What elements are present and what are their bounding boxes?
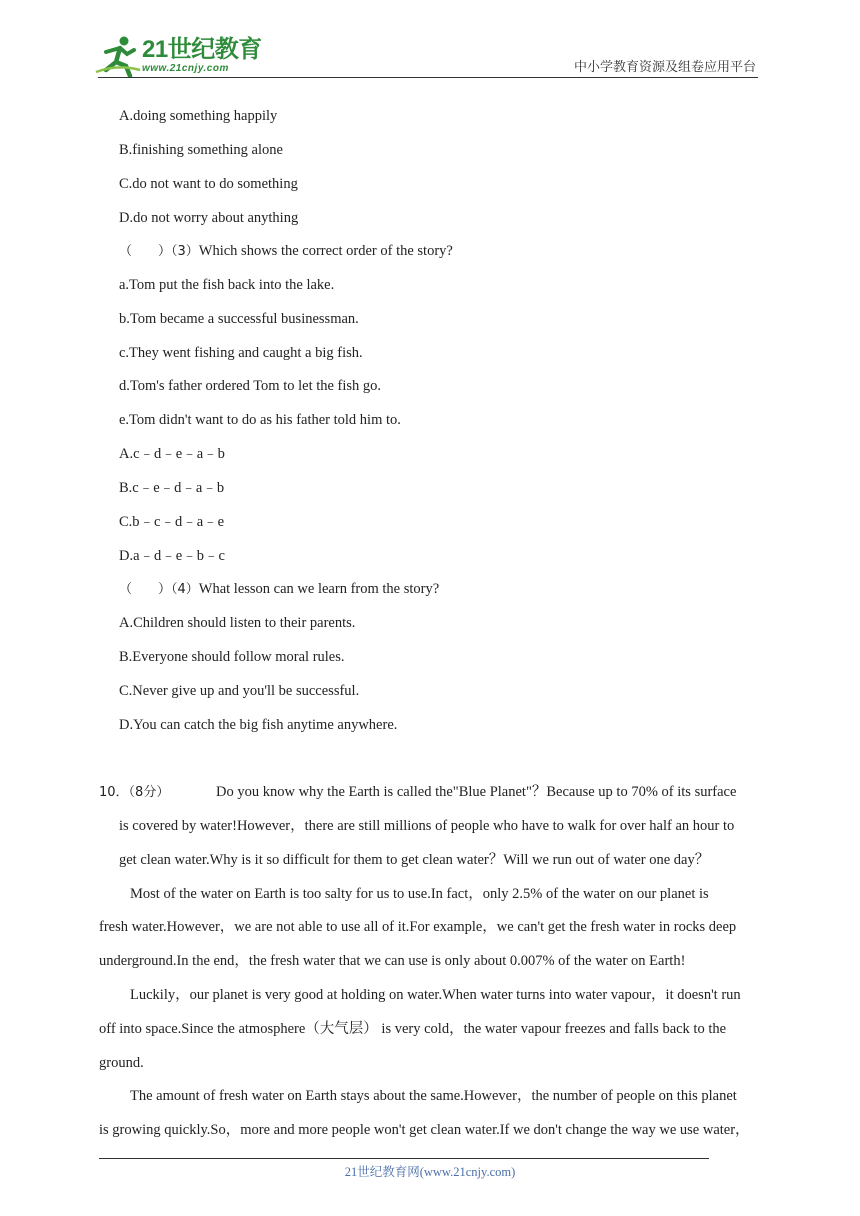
q3-text: Which shows the correct order of the story?: [198, 243, 453, 259]
q4-option-d: D.You can catch the big fish anytime anywhere.: [119, 717, 398, 733]
q3-event-b: b.Tom became a successful businessman.: [119, 311, 359, 327]
para4-line-1: The amount of fresh water on Earth stays about the same.However，the number of people on this planet: [130, 1088, 737, 1104]
q4-question: [119, 580, 439, 599]
q2-option-d: D.do not worry about anything: [119, 210, 299, 226]
page-footer: 21世纪教育网(www.21cnjy.com): [344, 1165, 516, 1179]
q3-event-d: d.Tom's father ordered Tom to let the fish go.: [119, 378, 382, 394]
para2-line-3: underground.In the end，the fresh water that we can use is only about 0.007% of the water on Earth!: [99, 953, 686, 969]
q3-option-d: D.a﹣d﹣e﹣b﹣c: [119, 548, 225, 564]
q3-question: [119, 242, 453, 261]
q4-prefix: （ ）（4）: [119, 582, 199, 597]
q3-event-c: c.They went fishing and caught a big fish.: [119, 345, 363, 361]
para3-line-2: off into space.Since the atmosphere（大气层） is very cold，the water vapour freezes and falls back to the: [99, 1021, 727, 1037]
q3-option-b: B.c﹣e﹣d﹣a﹣b: [119, 480, 225, 496]
q4-option-a: A.Children should listen to their parents.: [119, 615, 356, 631]
q10-line-2: is covered by water!However，there are still millions of people who have to walk for over half an hour to: [119, 818, 735, 834]
header-divider: [98, 77, 758, 78]
para2-line-2: fresh water.However，we are not able to use all of it.For example，we can't get the fresh water in rocks deep: [99, 919, 737, 935]
q2-option-a: A.doing something happily: [119, 108, 278, 124]
para4-line-2: is growing quickly.So，more and more people won't get clean water.If we don't change the way we use water，: [99, 1122, 750, 1138]
q10-number: 10．（8分）: [99, 785, 170, 800]
header-platform-text: 中小学教育资源及组卷应用平台: [573, 60, 756, 75]
q3-event-e: e.Tom didn't want to do as his father told him to.: [119, 412, 401, 428]
para3-line-3: ground.: [99, 1055, 144, 1071]
q10-line-3: get clean water.Why is it so difficult for them to get clean water？Will we run out of water one day？: [119, 852, 710, 868]
q3-event-a: a.Tom put the fish back into the lake.: [119, 277, 335, 293]
para2-line-1: Most of the water on Earth is too salty for us to use.In fact，only 2.5% of the water on our planet is: [130, 886, 709, 902]
q4-text: What lesson can we learn from the story?: [198, 581, 440, 597]
q4-option-b: B.Everyone should follow moral rules.: [119, 649, 345, 665]
footer-divider: [99, 1158, 709, 1159]
page-header: [0, 0, 860, 80]
q3-prefix: （ ）（3）: [119, 244, 199, 259]
q4-option-c: C.Never give up and you'll be successful.: [119, 683, 360, 699]
q2-option-c: C.do not want to do something: [119, 176, 298, 192]
site-logo: [94, 34, 264, 78]
logo-sub-text: www.21cnjy.com: [142, 63, 229, 74]
q2-option-b: B.finishing something alone: [119, 142, 283, 158]
runner-logo-icon: [94, 34, 142, 78]
q10-line-1: Do you know why the Earth is called the"Blue Planet"？Because up to 70% of its surface: [216, 784, 737, 800]
para3-line-1: Luckily，our planet is very good at holding on water.When water turns into water vapour，it doesn't run: [130, 987, 741, 1003]
logo-main-text: 21世纪教育: [142, 36, 262, 63]
q3-option-a: A.c﹣d﹣e﹣a﹣b: [119, 446, 225, 462]
q3-option-c: C.b﹣c﹣d﹣a﹣e: [119, 514, 225, 530]
